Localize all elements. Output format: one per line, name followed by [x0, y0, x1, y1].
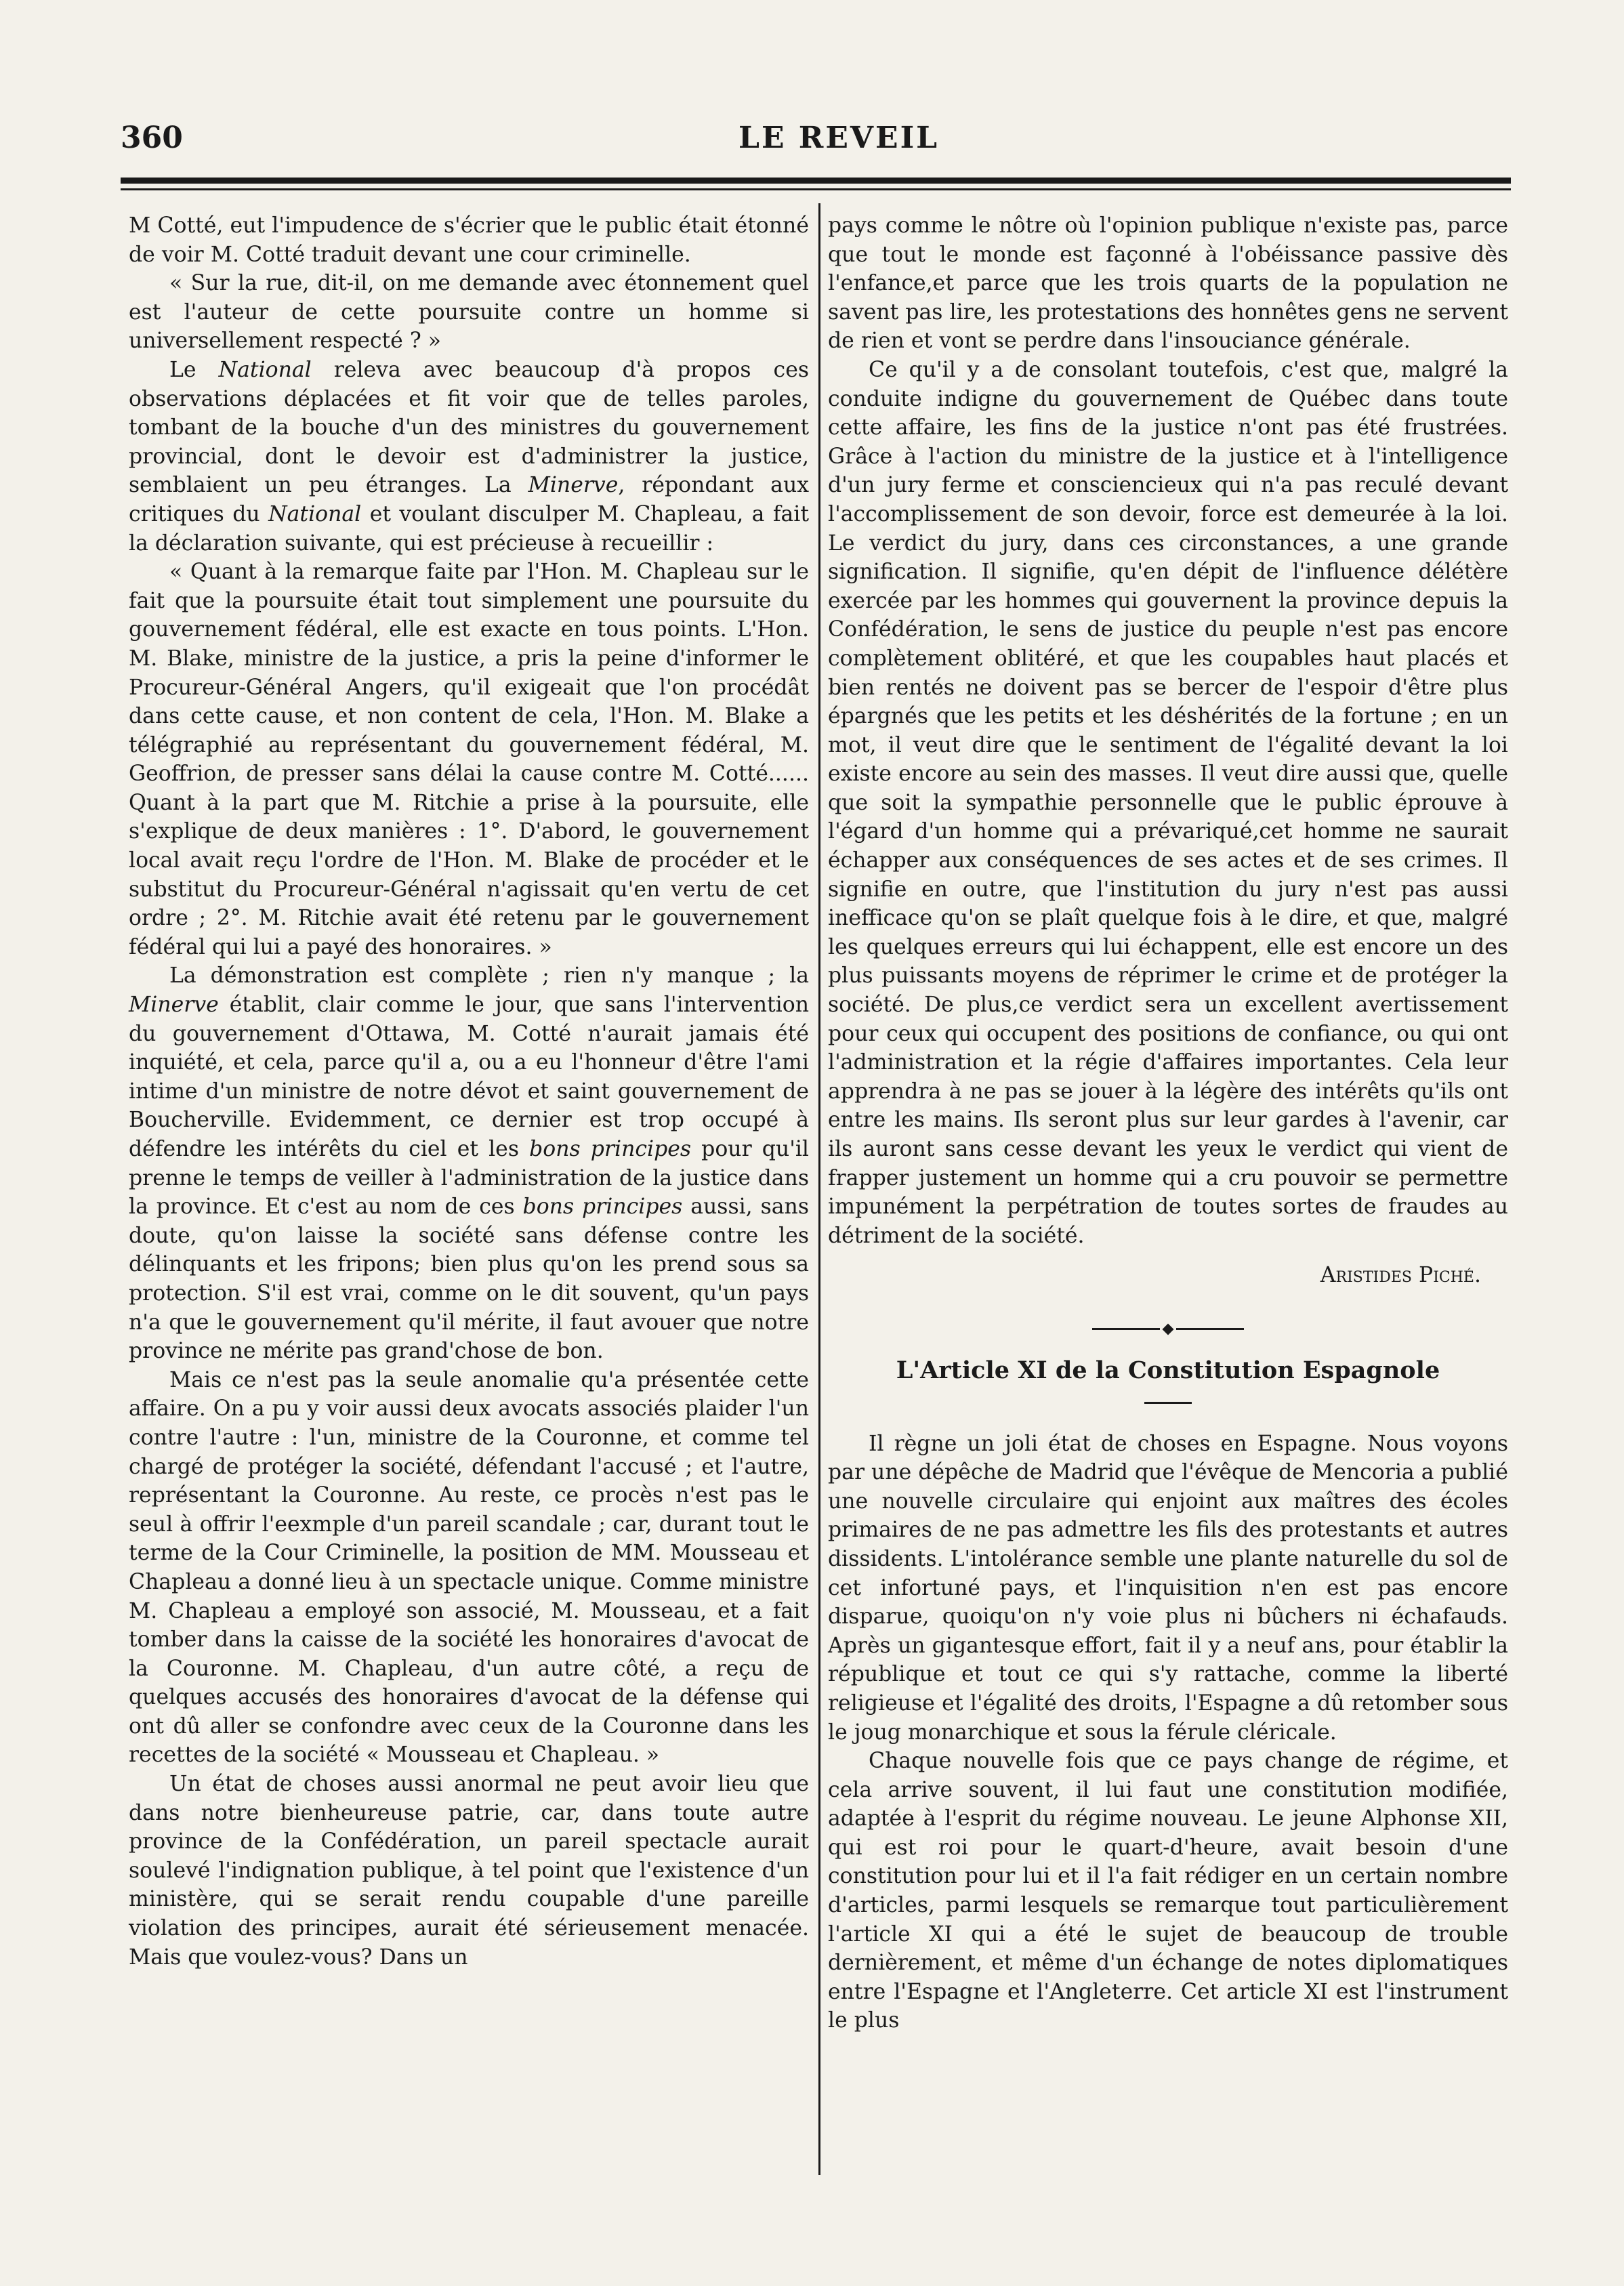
header-rule-thick [121, 178, 1511, 184]
emphasis: bons principes [522, 1194, 683, 1220]
ornament-line [1176, 1328, 1244, 1330]
ornament-line [1092, 1328, 1160, 1330]
section-ornament [828, 1325, 1508, 1333]
paragraph [129, 356, 809, 558]
newspaper-name: Minerve [528, 473, 619, 498]
ornament-diamond-icon [1163, 1323, 1174, 1335]
text-run: établit, clair comme le jour, que sans l'intervention du gouvernement d'Ottawa, M. Cotté n'aurait jamais été inquiété, et cela, parce qu'il a, ou a eu l'honneur d'être l'ami intime d'un ministre de notre dévot et saint gouvernement de Boucherville. Evidemment, ce dernier est trop occupé à défendre les intérêts du ciel et les [129, 993, 809, 1161]
newspaper-name: National [268, 501, 362, 526]
text-run: pour qu'il prenne le temps de veiller à l'administration de la justice dans la province. Et c'est au nom de ces [129, 1137, 809, 1220]
author-signature: Aristides Piché. [1320, 1263, 1481, 1288]
right-column [828, 211, 1508, 2035]
text-run: aussi, sans doute, qu'on laisse la société sans défense contre les délinquants et les fripons; bien plus qu'on les prend sous sa protection. S'il est vrai, comme on le dit souvent, qu'un pays n'a que le gouvernement qu'il mérite, il faut avouer que notre province ne mérite pas grand'chose de bon. [129, 1194, 809, 1364]
page-number: 360 [121, 121, 183, 155]
text-run: et voulant disculper M. Chapleau, a fait la déclaration suivante, qui est précieuse à recueillir : [129, 501, 810, 556]
newspaper-name: Minerve [129, 993, 219, 1018]
text-run: La démonstration est complète ; rien n'y manque ; la [169, 963, 809, 989]
paragraph: Un état de choses aussi anormal ne peut avoir lieu que dans notre bienheureuse patrie, car, dans toute autre province de la Confédération, un pareil spectacle aurait soulevé l'indignation publique, à tel point que l'existence d'un ministère, qui se serait rendu coupable d'une pareille violation des principes, aurait été sérieusement menacée. Mais que voulez-vous? Dans un [129, 1772, 809, 1970]
paragraph: pays comme le nôtre où l'opinion publique n'existe pas, parce que tout le monde est façonné à l'obéissance passive dès l'enfance,et parce que les trois quarts de la population ne savent pas lire, les protestations des honnêtes gens ne servent de rien et vont se perdre dans l'insouciance générale. [828, 213, 1508, 354]
text-run: Le [169, 357, 219, 382]
quotation-paragraph: « Quant à la remarque faite par l'Hon. M. Chapleau sur le fait que la poursuite était tout simplement une poursuite du gouvernement fédéral, elle est exacte en tous points. L'Hon. M. Blake, ministre de la justice, a pris la peine d'informer le Procureur-Général Angers, qu'il exigeait que l'on procédât dans cette cause, et non content de cela, l'Hon. M. Blake a télégraphié au représentant du gouvernement fédéral, M. Geoffrion, de presser sans délai la cause contre M. Cotté...... Quant à la part que M. Ritchie a prise à la poursuite, elle s'explique de deux manières : 1°. D'abord, le gouvernement local avait reçu l'ordre de l'Hon. M. Blake de procéder et le substitut du Procureur-Général n'agissait qu'en vertu de cet ordre ; 2°. M. Ritchie avait été retenu par le gouvernement fédéral qui lui a payé des honoraires. » [129, 560, 809, 959]
paragraph: Mais ce n'est pas la seule anomalie qu'a présentée cette affaire. On a pu y voir aussi deux avocats associés plaider l'un contre l'autre : l'un, ministre de la Couronne, et comme tel chargé de protéger la société, défendant l'accusé ; et l'autre, représentant la Couronne. Au reste, ce procès n'est pas le seul à offrir l'eexmple d'un pareil scandale ; car, durant tout le terme de la Cour Criminelle, la position de MM. Mousseau et Chapleau a donné lieu à un spectacle unique. Comme ministre M. Chapleau a employé son associé, M. Mousseau, et a fait tomber dans la caisse de la société les honoraires d'avocat de la Couronne. M. Chapleau, d'un autre côté, a reçu de quelques accusés des honoraires d'avocat de la défense qui ont dû aller se confondre avec ceux de la Couronne dans les recettes de la société « Mousseau et Chapleau. » [129, 1367, 809, 1768]
paragraph: M Cotté, eut l'impudence de s'écrier que le public était étonné de voir M. Cotté traduit devant une cour criminelle. [129, 213, 809, 267]
column-divider [818, 203, 820, 2175]
paragraph: Il règne un joli état de choses en Espagne. Nous voyons par une dépêche de Madrid que l'évêque de Mencoria a publié une nouvelle circulaire qui enjoint aux maîtres des écoles primaires de ne pas admettre les fils des protestants et autres dissidents. L'intolérance semble une plante naturelle du sol de cet infortuné pays, et l'inquisition n'en est pas encore disparue, quoiqu'on n'y voie plus ni bûchers ni échafauds. Après un gigantesque effort, fait il y a neuf ans, pour établir la république et tout ce qui s'y rattache, comme la liberté religieuse et l'égalité des droits, l'Espagne a dû retomber sous le joug monarchique et sous la férule cléricale. [828, 1431, 1508, 1745]
emphasis: bons principes [529, 1137, 692, 1161]
paragraph [129, 961, 809, 1365]
article-title: L'Article XI de la Constitution Espagnole [896, 1356, 1440, 1384]
text-run: releva avec beaucoup d'à propos ces observations déplacées et fit voir que de telles paroles, tombant de la bouche d'un des ministres du gouvernement provincial, dont le devoir est d'administrer la justice, semblaient un peu étranges. La [129, 357, 809, 498]
newspaper-name: National [218, 357, 312, 382]
paragraph: Ce qu'il y a de consolant toutefois, c'est que, malgré la conduite indigne du gouvernement de Québec dans toute cette affaire, les fins de la justice n'ont pas été frustrées. Grâce à l'action du ministre de la justice et à l'intelligence d'un jury ferme et consciencieux qui n'a pas reculé devant l'accomplissement de son devoir, force est demeurée à la loi. Le verdict du jury, dans ces circonstances, a une grande signification. Il signifie, qu'en dépit de l'influence délétère exercée par les hommes qui gouvernent la province depuis la Confédération, le sens de justice du peuple n'est pas encore complètement oblitéré, et que les coupables haut placés et bien rentés ne doivent pas se bercer de l'espoir d'être plus épargnés que les petits et les déshérités de la fortune ; en un mot, il veut dire que le sentiment de l'égalité devant la loi existe encore au sein des masses. Il veut dire aussi que, quelle que soit la sympathie personnelle que le public éprouve à l'égard d'un homme qui a prévariqué,cet homme ne saurait échapper aux conséquences de ses actes et de ses crimes. Il signifie en outre, que l'institution du jury n'est pas aussi inefficace qu'on se plaît quelque fois à le dire, et que, malgré les quelques erreurs qui lui échappent, elle est encore un des plus puissants moyens de réprimer le crime et de protéger la société. De plus,ce verdict sera un excellent avertissement pour ceux qui occupent des positions de confiance, ou qui ont l'administration et la régie d'affaires importantes. Cela leur apprendra à ne pas se jouer à la légère des intérêts qu'ils ont entre les mains. Ils seront plus sur leur gardes à l'avenir, car ils auront sans cesse devant les yeux le verdict qui vient de frapper justement un homme qui a cru pouvoir se permettre impunément la perpétration de toutes sortes de fraudes au détriment de la société. [828, 357, 1508, 1248]
left-column [129, 211, 809, 1972]
text-run: , répondant aux critiques du [129, 473, 809, 526]
paragraph: Chaque nouvelle fois que ce pays change de régime, et cela arrive souvent, il lui faut une constitution modifiée, adaptée à l'esprit du régime nouveau. Le jeune Alphonse XII, qui est roi pour le quart-d'heure, avait besoin d'une constitution pour lui et il l'a fait rédiger en un certain nombre d'articles, parmi lesquels se remarque tout particulièrement l'article XI qui a été le sujet de beaucoup de trouble dernièrement, et même d'un échange de notes diplomatiques entre l'Espagne et l'Angleterre. Cet article XI est l'instrument le plus [828, 1749, 1508, 2033]
running-head: LE REVEIL [738, 121, 940, 155]
title-rule [1144, 1402, 1192, 1404]
quotation-paragraph: « Sur la rue, dit-il, on me demande avec étonnement quel est l'auteur de cette poursuite contre un homme si universellement respecté ? » [129, 271, 809, 354]
header-rule-thin [121, 188, 1511, 190]
